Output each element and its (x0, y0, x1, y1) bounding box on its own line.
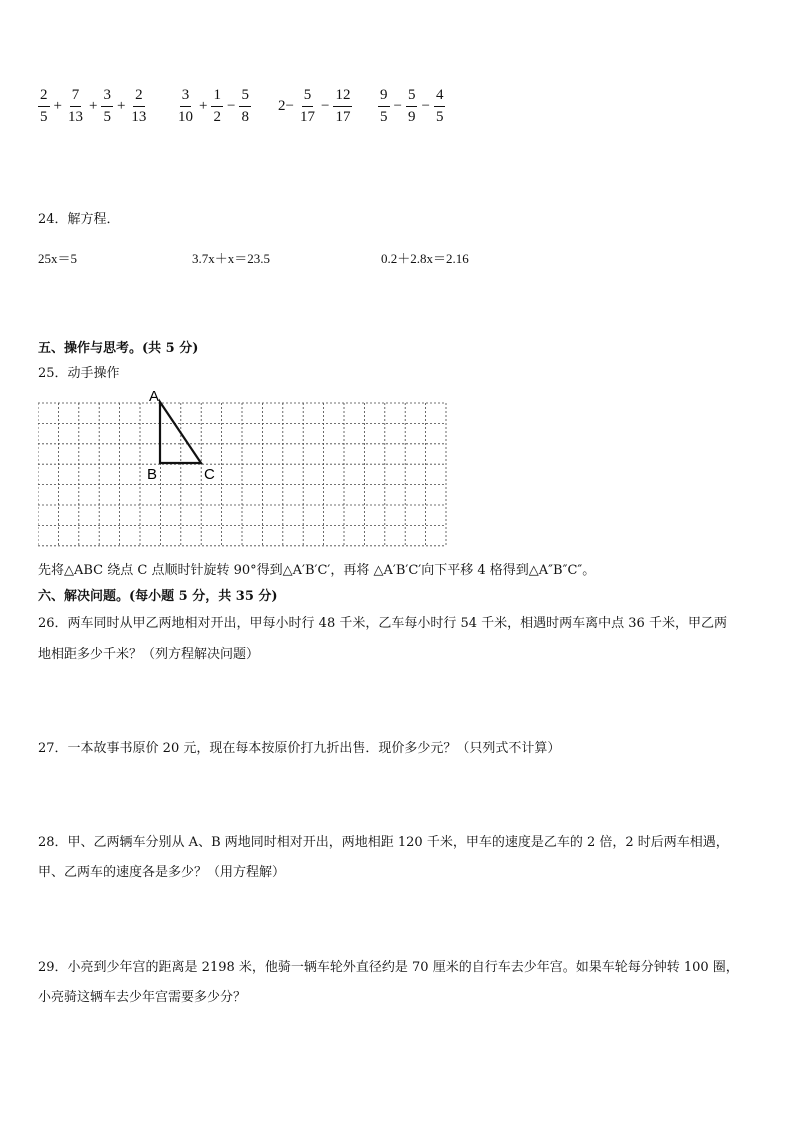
q29-line-2: 小亮骑这辆车去少年宫需要多少分？ (38, 990, 247, 1005)
q28-line-2: 甲、乙两车的速度各是多少？（用方程解） (38, 865, 286, 880)
q24-equation-1: 25x＝5 (38, 251, 78, 266)
numerator: 5 (302, 88, 314, 107)
denominator: 13 (67, 109, 83, 125)
denominator: 2 (213, 109, 221, 125)
grid-lines (38, 403, 446, 546)
fraction (239, 88, 251, 125)
numerator: 3 (180, 88, 192, 107)
fraction (298, 88, 317, 125)
vertex-label-a: A (149, 388, 160, 405)
operator: + (53, 98, 62, 114)
q24-equation-3: 0.2＋2.8x＝2.16 (381, 251, 469, 266)
expression-1 (36, 88, 150, 125)
fraction (378, 88, 390, 125)
section6-heading: 六、解决问题。(每小题 5 分，共 35 分) (38, 589, 278, 604)
denominator: 9 (407, 109, 416, 125)
numerator: 3 (101, 88, 113, 107)
q24-title: 24．解方程． (38, 212, 120, 227)
expression-4 (376, 88, 447, 125)
fraction (176, 88, 195, 125)
numerator: 4 (434, 88, 446, 107)
denominator: 5 (380, 109, 388, 125)
q28-line-1: 28．甲、乙两辆车分别从 A、B 两地同时相对开出，两地相距 120 千米，甲车的速度是乙车的 2 倍，2 时后两车相遇， (38, 835, 729, 850)
grid-diagram (38, 385, 458, 550)
numerator: 2 (38, 88, 50, 107)
operator: 2− (278, 98, 294, 114)
numerator: 9 (378, 88, 390, 107)
numerator: 12 (333, 88, 352, 107)
denominator: 10 (178, 109, 193, 125)
q27-line-1: 27．一本故事书原价 20 元，现在每本按原价打九折出售．现价多少元？（只列式不计算） (38, 741, 561, 756)
q24-equation-2: 3.7x＋x＝23.5 (192, 251, 271, 266)
expression-2 (174, 88, 253, 125)
numerator: 1 (211, 88, 223, 107)
denominator: 17 (299, 109, 315, 125)
q25-instruction: 先将△ABC 绕点 C 点顺时针旋转 90°得到△A′B′C′，再将 △A′B′C′向下平移 4 格得到△A″B″C″。 (38, 563, 596, 578)
numerator: 5 (406, 88, 418, 107)
fraction (38, 88, 50, 125)
numerator: 2 (133, 88, 145, 107)
fraction (434, 88, 446, 125)
operator: − (320, 98, 330, 114)
numerator: 7 (70, 88, 82, 107)
denominator: 5 (435, 109, 444, 125)
denominator: 8 (241, 109, 249, 125)
fraction (66, 88, 85, 125)
q26-line-2: 地相距多少千米？（列方程解决问题） (38, 647, 260, 662)
numerator: 5 (239, 88, 251, 107)
fraction (333, 88, 352, 125)
operator: − (393, 98, 402, 114)
section5-heading: 五、操作与思考。(共 5 分) (38, 341, 199, 356)
q29-line-1: 29．小亮到少年宫的距离是 2198 米，他骑一辆车轮外直径约是 70 厘米的自行车去少年宫。如果车轮每分钟转 100 圈， (38, 960, 739, 975)
operator: + (88, 98, 98, 114)
denominator: 13 (131, 109, 147, 125)
q26-line-1: 26．两车同时从甲乙两地相对开出，甲每小时行 48 千米，乙车每小时行 54 千米，相遇时两车离中点 36 千米，甲乙两 (38, 616, 727, 631)
vertex-label-c: C (204, 466, 215, 483)
fraction (129, 88, 148, 125)
operator: − (421, 98, 430, 114)
operator: + (116, 98, 126, 114)
fraction (406, 88, 418, 125)
fraction (101, 88, 113, 125)
denominator: 5 (103, 109, 111, 125)
expression-3 (276, 88, 354, 125)
denominator: 17 (335, 109, 351, 125)
operator: + (199, 98, 208, 114)
denominator: 5 (40, 109, 48, 125)
fraction (211, 88, 223, 125)
operator: − (226, 98, 236, 114)
vertex-label-b: B (147, 466, 158, 483)
q25-title: 25．动手操作 (38, 366, 120, 381)
